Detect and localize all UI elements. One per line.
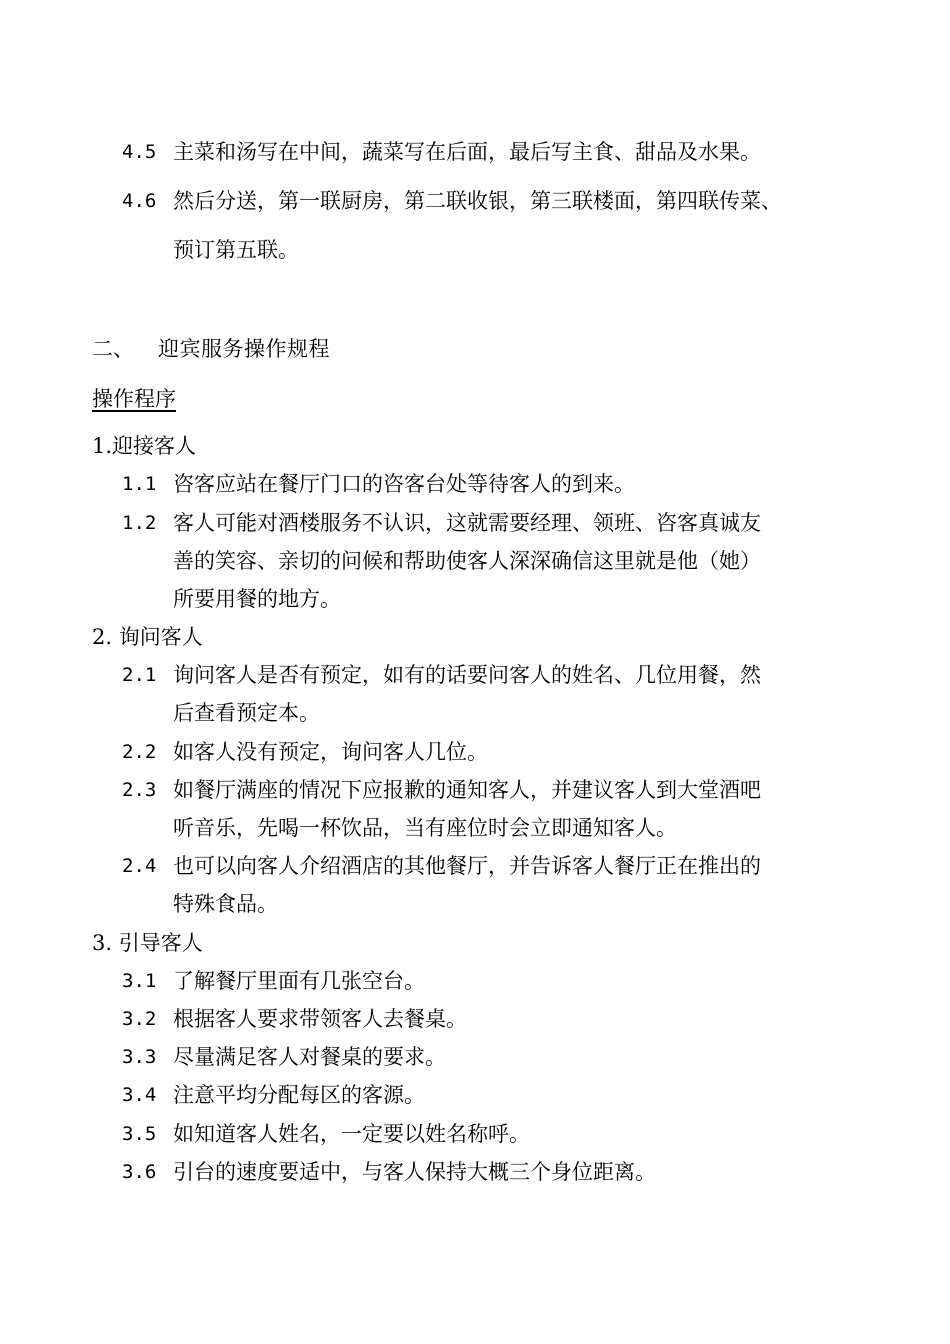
- item-text-continued: 所要用餐的地方。: [173, 587, 341, 611]
- item-text: 主菜和汤写在中间，蔬菜写在后面，最后写主食、甜品及水果。: [173, 140, 761, 164]
- item-number: 2.3: [122, 779, 157, 801]
- item-text: 尽量满足客人对餐桌的要求。: [173, 1045, 446, 1069]
- item-number: 2.4: [122, 855, 157, 877]
- item-number: 4.5: [122, 141, 157, 163]
- item-text-continued: 后查看预定本。: [173, 701, 320, 725]
- item-text-continued: 听音乐，先喝一杯饮品，当有座位时会立即通知客人。: [173, 816, 677, 840]
- item-number: 2.1: [122, 664, 157, 686]
- step-label: 2. 询问客人: [92, 625, 203, 649]
- item-number: 3.6: [122, 1161, 157, 1183]
- item-number: 3.1: [122, 970, 157, 992]
- item-text: 引台的速度要适中，与客人保持大概三个身位距离。: [173, 1160, 656, 1184]
- item-number: 3.5: [122, 1123, 157, 1145]
- item-number: 2.2: [122, 741, 157, 763]
- item-number: 4.6: [122, 190, 157, 212]
- item-number: 3.2: [122, 1008, 157, 1030]
- item-text: 注意平均分配每区的客源。: [173, 1083, 425, 1107]
- item-number: 1.1: [122, 473, 157, 495]
- item-number: 1.2: [122, 512, 157, 534]
- step-label: 3. 引导客人: [92, 931, 203, 955]
- item-text-continued: 预订第五联。: [173, 238, 299, 262]
- item-text: 如餐厅满座的情况下应报歉的通知客人，并建议客人到大堂酒吧: [173, 778, 761, 802]
- item-text: 了解餐厅里面有几张空台。: [173, 969, 425, 993]
- item-text-continued: 善的笑容、亲切的问候和帮助使客人深深确信这里就是他（她）: [173, 549, 761, 573]
- step-label: 1.迎接客人: [92, 434, 197, 458]
- item-text: 询问客人是否有预定，如有的话要问客人的姓名、几位用餐，然: [173, 663, 761, 687]
- item-number: 3.3: [122, 1046, 157, 1068]
- section-number: 二、: [92, 337, 134, 361]
- item-text: 也可以向客人介绍酒店的其他餐厅，并告诉客人餐厅正在推出的: [173, 854, 761, 878]
- item-text-continued: 特殊食品。: [173, 892, 278, 916]
- item-text: 然后分送，第一联厨房，第二联收银，第三联楼面，第四联传菜、: [173, 189, 782, 213]
- section-subheading: 操作程序: [92, 387, 176, 411]
- section-title: 迎宾服务操作规程: [158, 337, 330, 361]
- item-text: 如客人没有预定，询问客人几位。: [173, 740, 488, 764]
- item-number: 3.4: [122, 1084, 157, 1106]
- item-text: 根据客人要求带领客人去餐桌。: [173, 1007, 467, 1031]
- item-text: 如知道客人姓名，一定要以姓名称呼。: [173, 1122, 530, 1146]
- item-text: 客人可能对酒楼服务不认识，这就需要经理、领班、咨客真诚友: [173, 511, 761, 535]
- item-text: 咨客应站在餐厅门口的咨客台处等待客人的到来。: [173, 472, 635, 496]
